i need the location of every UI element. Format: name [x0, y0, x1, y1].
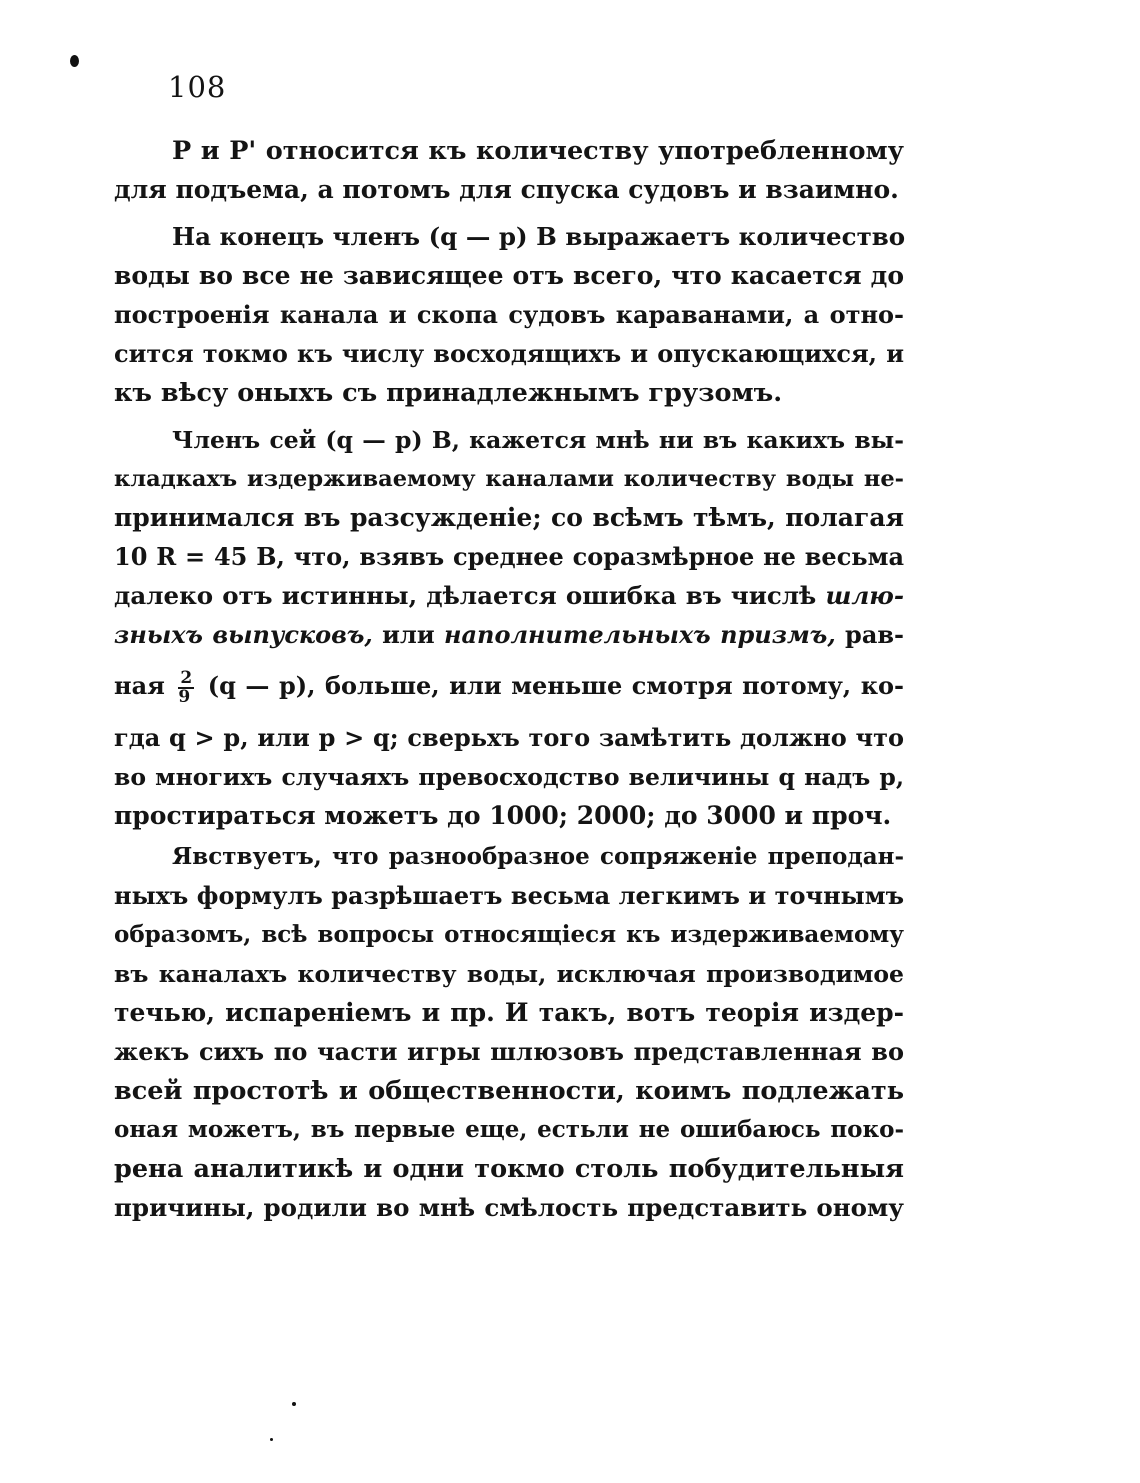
text-line: простираться можетъ до 1000; 2000; до 3000 и проч.	[114, 801, 892, 830]
text-line: построенія канала и скопа судовъ караванами, а отно-	[114, 300, 904, 329]
text-line: въ каналахъ количеству воды, исключая производимое	[114, 960, 904, 988]
text-run: ная	[114, 671, 165, 700]
italic-term: шлю-	[825, 581, 905, 610]
text-line: воды во все не зависящее отъ всего, что касается до	[114, 261, 904, 290]
fraction	[178, 667, 194, 707]
text-line	[114, 615, 904, 655]
text-line: причины, родили во мнѣ смѣлость представить оному	[114, 1193, 904, 1222]
text-line	[114, 576, 904, 616]
text-line: во многихъ случаяхъ превосходство величины q надъ p,	[114, 763, 904, 791]
text-run: далеко отъ истинны, дѣлается ошибка въ числѣ	[114, 581, 817, 610]
text-line: образомъ, всѣ вопросы относящіеся къ издерживаемому	[114, 921, 904, 948]
text-line: всей простотѣ и общественности, коимъ подлежать	[114, 1076, 904, 1106]
text-run: или	[382, 620, 435, 649]
text-line: гда q > p, или p > q; сверьхъ того замѣтить должно что	[114, 723, 904, 752]
text-line	[114, 666, 904, 706]
text-line: ныхъ формулъ разрѣшаетъ весьма легкимъ и точнымъ	[114, 881, 904, 910]
text-line: сится токмо къ числу восходящихъ и опускающихся, и	[114, 339, 904, 368]
text-line: кладкахъ издерживаемому каналами количеству воды не-	[114, 466, 904, 492]
text-line: принимался въ разсужденіе; со всѣмъ тѣмъ, полагая	[114, 503, 904, 532]
text-line: P и P' относится къ количеству употребленному	[172, 136, 904, 166]
text-line: для подъема, а потомъ для спуска судовъ и взаимно.	[114, 175, 899, 204]
text-line: жекъ сихъ по части игры шлюзовъ представленная во	[114, 1037, 904, 1066]
text-line: течью, испареніемъ и пр. И такъ, вотъ теорія издер-	[114, 998, 904, 1027]
text-run: рав-	[845, 620, 904, 649]
italic-term: зныхъ выпусковъ,	[114, 620, 373, 649]
text-line: 10 R = 45 B, что, взявъ среднее соразмѣрное не весьма	[114, 542, 904, 571]
text-line: оная можетъ, въ первые еще, естьли не ошибаюсь поко-	[114, 1116, 904, 1143]
ink-speck	[70, 55, 79, 67]
text-line: рена аналитикѣ и одни токмо столь побудительныя	[114, 1154, 904, 1184]
italic-term: наполнительныхъ призмъ,	[443, 620, 836, 649]
text-line: Явствуетъ, что разнообразное сопряженіе преподан-	[172, 843, 904, 870]
text-line: На конецъ членъ (q — p) B выражаетъ количество	[172, 222, 906, 251]
text-line: Членъ сей (q — p) B, кажется мнѣ ни въ какихъ вы-	[172, 426, 904, 454]
text-line: къ вѣсу оныхъ съ принадлежнымъ грузомъ.	[114, 378, 783, 408]
fraction-denominator: 9	[178, 686, 191, 707]
ink-speck	[292, 1402, 296, 1406]
fraction-numerator: 2	[180, 667, 193, 688]
page-number: 108	[168, 70, 227, 104]
ink-speck	[270, 1438, 273, 1441]
text-run: (q — p), больше, или меньше смотря потому, ко-	[207, 671, 904, 700]
